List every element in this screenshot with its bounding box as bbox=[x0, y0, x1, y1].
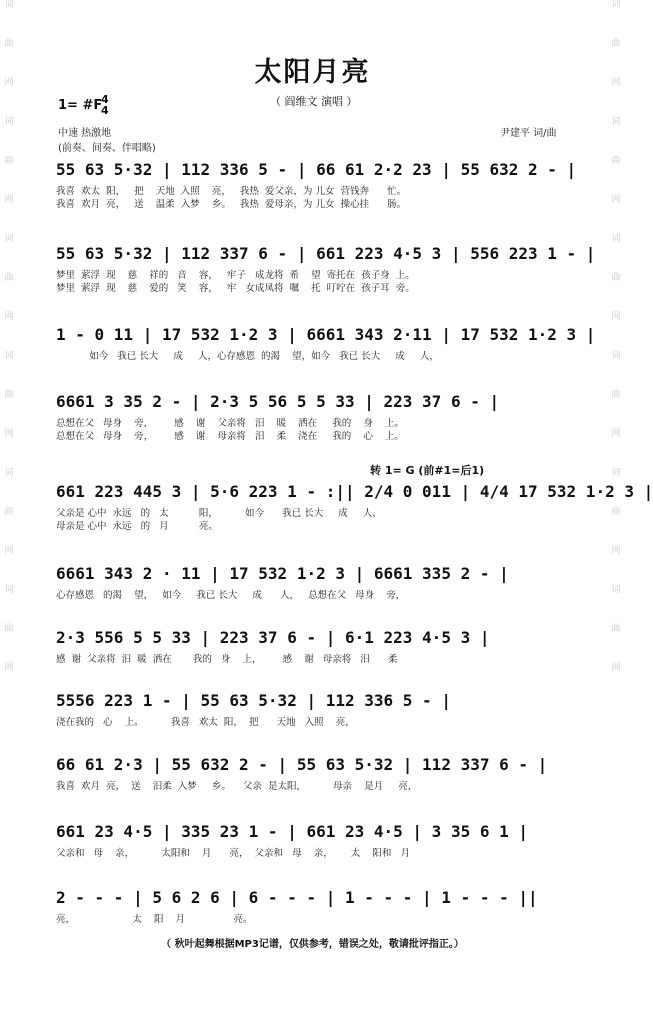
notation-line: 6661 343 2 · 11 | 17 532 1·2 3 | 6661 335 2 - | bbox=[56, 564, 509, 583]
lyric-line: 梦里 萦浮 现 慈 祥的 音 容， 牢子 成龙将 希 望 寄托在 孩子身 上。 bbox=[56, 270, 415, 281]
modulation-marking: 转 1= G (前#1=后1) bbox=[370, 464, 485, 477]
lyric-line: 感 谢 父亲将 汨 暖 洒在 我的 身 上， 感 谢 母亲将 汨 柔 bbox=[56, 654, 398, 665]
author-credit: 尹建平 词/曲 bbox=[500, 128, 557, 139]
lyric-line: 亮， 太 阳 月 亮。 bbox=[56, 914, 253, 925]
lyric-line: 心存感恩 的渴 望， 如今 我已 长大 成 人， 总想在父 母身 旁， bbox=[56, 590, 406, 601]
time-numerator: 4 bbox=[101, 93, 109, 106]
lyric-line: 我喜 欢月 亮， 送 温柔 入梦 乡。 我热 爱母亲，为 儿女 操心挂 肠。 bbox=[56, 199, 407, 210]
notation-line: 55 63 5·32 | 112 336 5 - | 66 61 2·2 23 | 55 632 2 - | bbox=[56, 160, 577, 179]
lyric-line: 母亲是 心中 永远 的 月 亮。 bbox=[56, 521, 218, 532]
lyric-line: 总想在父 母身 旁， 感 谢 母亲将 汨 柔 浇在 我的 心 上。 bbox=[56, 431, 404, 442]
lyric-line: 如今 我已 长大 成 人，心存感恩 的渴 望，如今 我已 长大 成 人， bbox=[56, 351, 439, 362]
notation-line: 55 63 5·32 | 112 337 6 - | 661 223 4·5 3 | 556 223 1 - | bbox=[56, 244, 596, 263]
lyric-line: 我喜 欢太 阳， 把 天地 入照 亮， 我热 爱父亲，为 儿女 营钱奔 忙。 bbox=[56, 186, 407, 197]
notation-line: 2·3 556 5 5 33 | 223 37 6 - | 6·1 223 4·5 3 | bbox=[56, 628, 490, 647]
time-denominator: 4 bbox=[101, 104, 109, 117]
notation-line: 5556 223 1 - | 55 63 5·32 | 112 336 5 - | bbox=[56, 691, 451, 710]
lyric-line: 梦里 萦浮 现 慈 爱的 笑 容， 牢 女成凤将 嘱 托 叮咛在 孩子耳 旁。 bbox=[56, 283, 415, 294]
notation-line: 2 - - - | 5 6 2 6 | 6 - - - | 1 - - - | 1 - - - || bbox=[56, 888, 538, 907]
song-title: 太阳月亮 bbox=[254, 57, 371, 88]
notation-line: 1 - 0 11 | 17 532 1·2 3 | 6661 343 2·11 | 17 532 1·2 3 | bbox=[56, 325, 596, 344]
tempo-marking: 中速 热激地 bbox=[58, 128, 112, 139]
time-signature bbox=[101, 94, 109, 116]
watermark-right: 词 曲 网 词 曲 网 词 曲 网 词 曲 网 词 曲 网 词 曲 网 bbox=[611, 0, 621, 673]
lyric-line: 父亲和 母 亲， 太阳和 月 亮， 父亲和 母 亲， 太 阳和 月 bbox=[56, 848, 410, 859]
notation-line: 661 223 445 3 | 5·6 223 1 - :|| 2/4 0 011 | 4/4 17 532 1·2 3 | bbox=[56, 482, 653, 501]
intro-note: (前奏、间奏、伴唱略) bbox=[58, 143, 156, 154]
key-signature: 1= #F bbox=[58, 98, 103, 113]
lyric-line: 父亲是 心中 永远 的 太 阳， 如今 我已 长大 成 人， bbox=[56, 508, 382, 519]
watermark-left: 词 曲 网 词 曲 网 词 曲 网 词 曲 网 词 曲 网 词 曲 网 bbox=[4, 0, 14, 673]
notation-line: 66 61 2·3 | 55 632 2 - | 55 63 5·32 | 112 337 6 - | bbox=[56, 755, 548, 774]
lyric-line: 我喜 欢月 亮， 送 汨柔 入梦 乡。 父亲 是太阳， 母亲 是月 亮， bbox=[56, 781, 418, 792]
notation-line: 661 23 4·5 | 335 23 1 - | 661 23 4·5 | 3 35 6 1 | bbox=[56, 822, 529, 841]
singer-credit: （ 阎维文 演唱 ） bbox=[270, 95, 358, 108]
lyric-line: 总想在父 母身 旁， 感 谢 父亲将 汨 暖 洒在 我的 身 上。 bbox=[56, 418, 404, 429]
notation-line: 6661 3 35 2 - | 2·3 5 56 5 5 33 | 223 37 6 - | bbox=[56, 392, 500, 411]
footer-note: （ 秋叶起舞根据MP3记谱，仅供参考，错误之处，敬请批评指正。） bbox=[161, 939, 464, 950]
lyric-line: 浇在我的 心 上。 我喜 欢太 阳， 把 天地 入照 亮， bbox=[56, 717, 355, 728]
